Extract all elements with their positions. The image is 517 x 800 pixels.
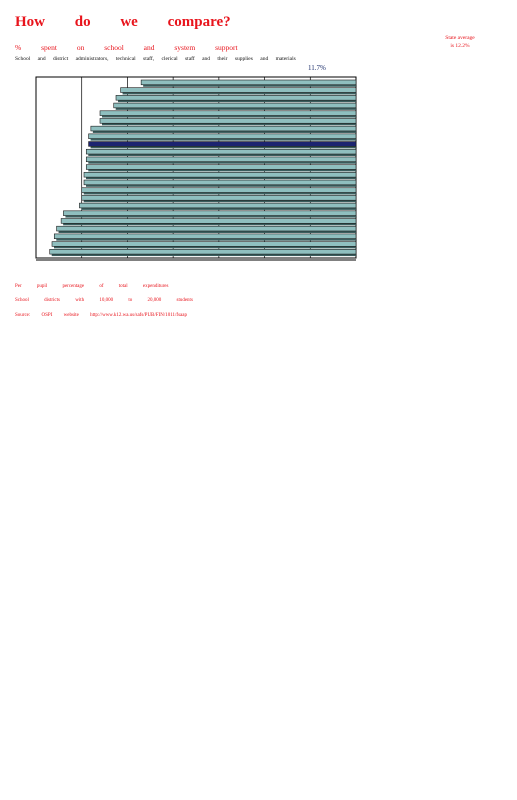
bar — [86, 165, 356, 170]
bar — [61, 219, 356, 224]
bar — [91, 126, 356, 131]
bar — [86, 157, 356, 162]
bar — [82, 188, 356, 193]
note-district-size: School districts with 10,000 to 20,000 students — [15, 298, 193, 303]
note-source: Source: OSPI website http://www.k12.wa.us/safs/PUB/FIN/1011/fsaap — [15, 313, 187, 318]
bar — [100, 111, 356, 116]
bar — [63, 211, 356, 216]
bar — [50, 249, 356, 254]
bar-chart — [0, 0, 517, 330]
state-average-label: State average — [445, 35, 475, 41]
bar — [86, 149, 356, 154]
highlight-value-label: 11.7% — [308, 64, 326, 72]
bar — [79, 203, 356, 208]
state-average-value: is 12.2% — [450, 42, 470, 49]
bar — [121, 88, 356, 93]
bar — [84, 180, 356, 185]
bar — [141, 80, 356, 85]
bar — [82, 195, 356, 200]
bar — [89, 134, 356, 139]
bar — [54, 234, 356, 239]
bar — [57, 226, 356, 231]
bar — [84, 172, 356, 177]
page-title: How do we compare? — [15, 14, 231, 30]
bar — [52, 242, 356, 247]
chart-description: School and district administrators, technical staff, clerical staff and their supplies and materials — [15, 56, 296, 62]
chart-subtitle: % spent on school and system support — [15, 43, 238, 52]
bar — [100, 118, 356, 123]
bar — [116, 95, 356, 100]
note-per-pupil: Per pupil percentage of total expenditures — [15, 284, 169, 289]
bar-highlight — [89, 142, 356, 147]
bar — [114, 103, 356, 108]
